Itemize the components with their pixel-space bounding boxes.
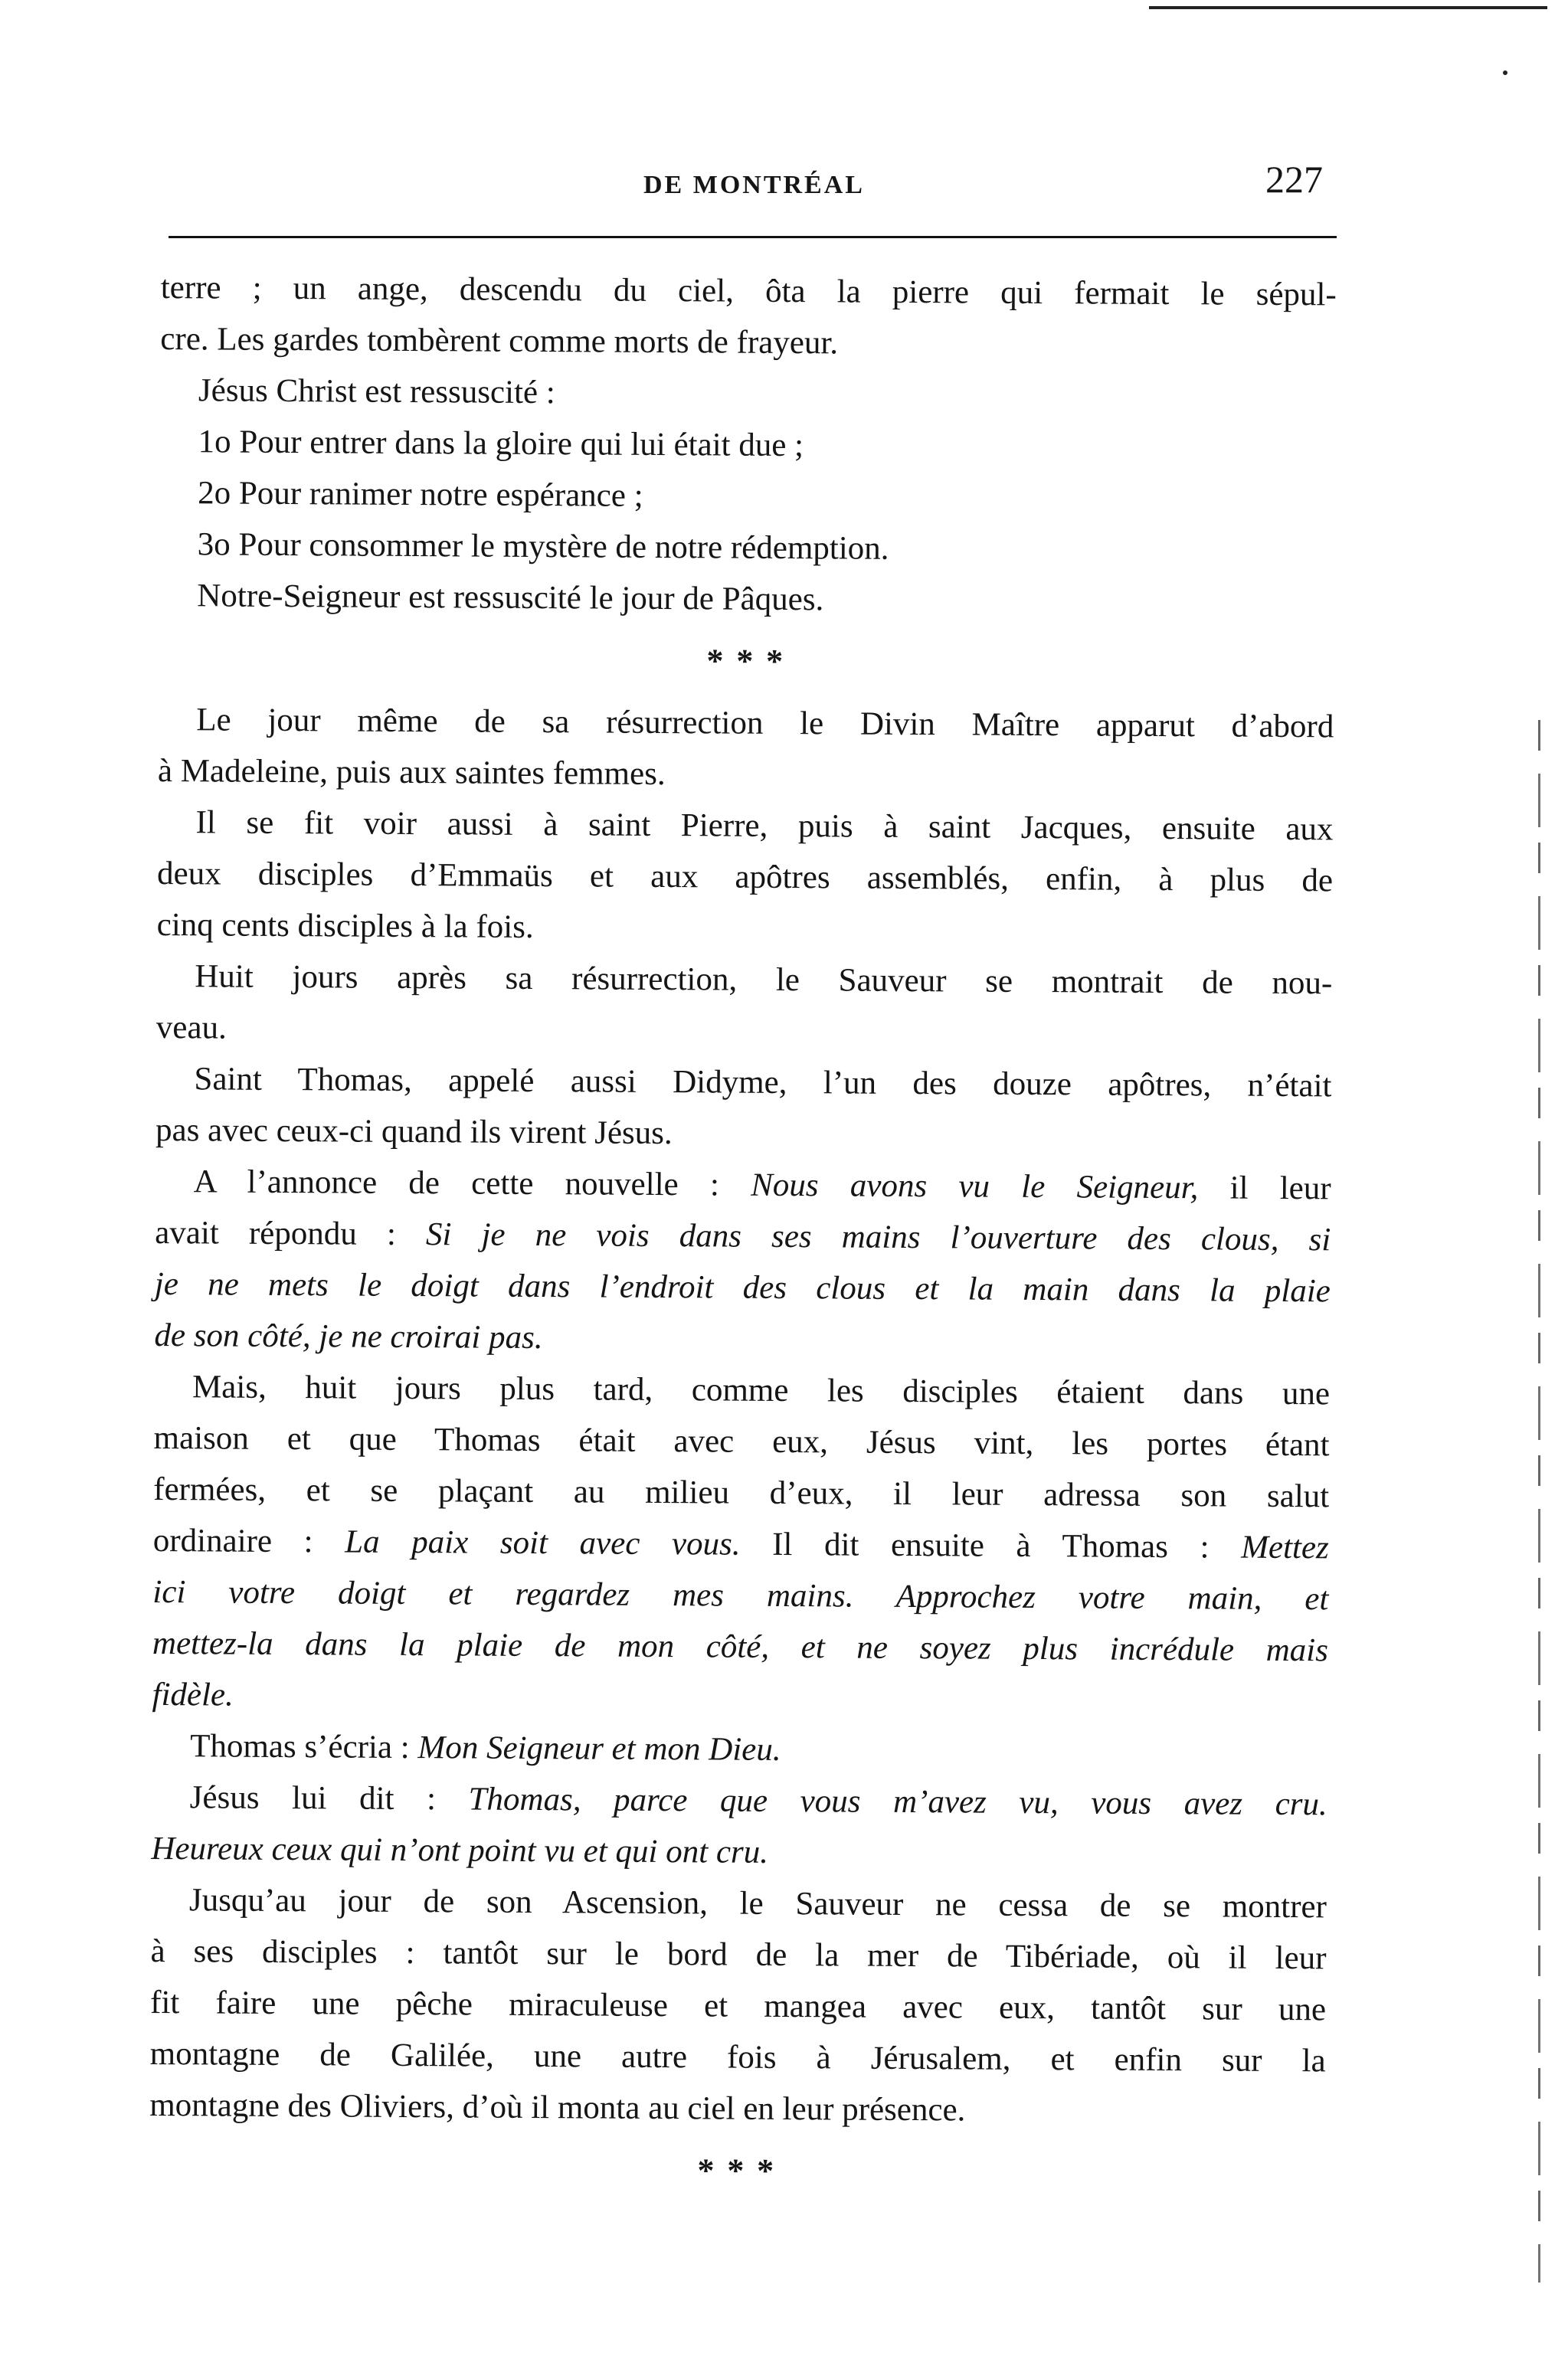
text-run: Mais, huit jours plus tard, comme les disciples étaient dans une — [191, 1369, 1331, 1412]
text-run: deux disciples d’Emmaüs et aux apôtres assemblés, enfin, à plus de — [156, 855, 1334, 899]
text-line — [159, 570, 1334, 628]
text-line — [153, 1515, 1329, 1573]
text-line — [160, 313, 1336, 371]
text-line — [149, 2080, 1325, 2138]
italic-text: de son côté, je ne croirai pas. — [154, 1317, 543, 1356]
text-line — [159, 467, 1335, 525]
text-line — [156, 951, 1332, 1009]
text-line — [155, 1156, 1331, 1214]
text-line — [152, 1566, 1328, 1625]
text-run: maison et que Thomas était avec eux, Jésus vint, les portes étant — [153, 1419, 1330, 1464]
text-run: fit faire une pêche miraculeuse et mangea avec eux, tantôt sur une — [149, 1984, 1327, 2028]
text-run: à ses disciples : tantôt sur le bord de la mer de Tibériade, où il leur — [150, 1932, 1327, 1977]
italic-text: mettez-la dans la plaie de mon côté, et ne soyez plus incrédule mais — [152, 1625, 1329, 1669]
text-line — [157, 797, 1333, 855]
running-head: DE MONTRÉAL — [643, 171, 865, 199]
text-line — [161, 262, 1337, 320]
text-run: terre ; un ange, descendu du ciel, ôta la pierre qui fermait le sépul- — [160, 269, 1337, 313]
text-run: cinq cents disciples à la fois. — [156, 906, 534, 945]
text-run: avait répondu : — [155, 1214, 427, 1253]
italic-text: La paix soit avec vous. — [345, 1523, 741, 1563]
text-run: à Madeleine, puis aux saintes femmes. — [157, 752, 666, 793]
text-run: il leur — [1198, 1170, 1331, 1207]
italic-text: Nous avons vu le Seigneur, — [751, 1167, 1199, 1206]
section-separator: * * * — [706, 642, 787, 680]
text-line — [155, 1053, 1331, 1111]
text-line — [151, 1823, 1327, 1881]
text-line — [155, 1258, 1331, 1317]
italic-text: je ne mets le doigt dans l’endroit des clous et la main dans la plaie — [154, 1265, 1331, 1310]
text-line — [157, 848, 1333, 906]
header-rule — [169, 236, 1337, 238]
italic-text: Si je ne vois dans ses mains l’ouverture des clous, si — [425, 1216, 1331, 1258]
text-line — [159, 519, 1335, 577]
text-run: montagne de Galilée, une autre fois à Jérusalem, et enfin sur la — [149, 2035, 1326, 2080]
scan-edge-mark — [1149, 6, 1547, 9]
text-run: 3o Pour consommer le mystère de notre rédemption. — [197, 526, 889, 567]
text-line — [154, 1310, 1330, 1368]
text-run: pas avec ceux-ci quand ils virent Jésus. — [155, 1111, 673, 1152]
text-line — [158, 694, 1334, 752]
text-line — [150, 2028, 1326, 2086]
text-line — [152, 1720, 1327, 1779]
text-run: Il dit ensuite à Thomas : — [740, 1526, 1242, 1566]
text-line — [159, 416, 1335, 474]
text-run: Jésus lui dit : — [189, 1779, 469, 1818]
text-run: Notre-Seigneur est ressuscité le jour de Pâques. — [197, 578, 824, 618]
text-run: 1o Pour entrer dans la gloire qui lui était due ; — [198, 424, 804, 464]
text-run: cre. Les gardes tombèrent comme morts de frayeur. — [160, 320, 839, 362]
text-line — [151, 1874, 1327, 1932]
text-run: Thomas s’écria : — [190, 1728, 418, 1766]
text-run: 2o Pour ranimer notre espérance ; — [198, 475, 643, 514]
text-line — [150, 1926, 1326, 1984]
text-line — [160, 365, 1336, 423]
text-line — [153, 1412, 1329, 1471]
text-line — [155, 1207, 1331, 1265]
italic-text: ici votre doigt et regardez mes mains. Approchez votre main, et — [152, 1573, 1329, 1618]
text-line — [152, 1669, 1327, 1727]
italic-text: fidèle. — [152, 1676, 234, 1713]
text-run: A l’annonce de cette nouvelle : — [193, 1163, 751, 1203]
text-line — [152, 1618, 1328, 1676]
italic-text: Mettez — [1241, 1529, 1329, 1566]
text-line — [156, 1002, 1332, 1060]
text-line — [154, 1361, 1330, 1419]
text-run: veau. — [155, 1009, 227, 1046]
scan-speck — [1503, 70, 1507, 98]
page-number: 227 — [1265, 158, 1323, 201]
text-run: fermées, et se plaçant au milieu d’eux, il leur adressa son salut — [153, 1471, 1330, 1515]
text-line — [150, 1977, 1326, 2035]
text-run: ordinaire : — [152, 1522, 345, 1560]
text-line — [152, 1772, 1327, 1830]
text-run: Huit jours après sa résurrection, le Sauveur se montrait de nou- — [195, 958, 1333, 1002]
text-run: Le jour même de sa résurrection le Divin Maître apparut d’abord — [196, 702, 1334, 745]
section-separator: * * * — [697, 2152, 777, 2190]
page-header — [169, 157, 1337, 218]
text-run: Saint Thomas, appelé aussi Didyme, l’un des douze apôtres, n’était — [194, 1061, 1332, 1104]
italic-text: Thomas, parce que vous m’avez vu, vous avez cru. — [468, 1781, 1327, 1823]
text-run: Jésus Christ est ressuscité : — [198, 372, 555, 411]
text-line — [158, 745, 1334, 803]
italic-text: Mon Seigneur et mon Dieu. — [417, 1730, 781, 1768]
text-run: Jusqu’au jour de son Ascension, le Sauveur ne cessa de se montrer — [188, 1882, 1327, 1926]
text-line — [157, 899, 1333, 957]
text-run: montagne des Oliviers, d’où il monta au ciel en leur présence. — [149, 2086, 966, 2129]
text-line — [153, 1464, 1329, 1522]
text-line — [155, 1104, 1331, 1163]
italic-text: Heureux ceux qui n’ont point vu et qui ont cru. — [151, 1830, 769, 1870]
body-text — [149, 262, 1337, 2211]
text-run: Il se fit voir aussi à saint Pierre, puis à saint Jacques, ensuite aux — [195, 804, 1334, 848]
page-edge-shadow — [1538, 720, 1540, 2283]
